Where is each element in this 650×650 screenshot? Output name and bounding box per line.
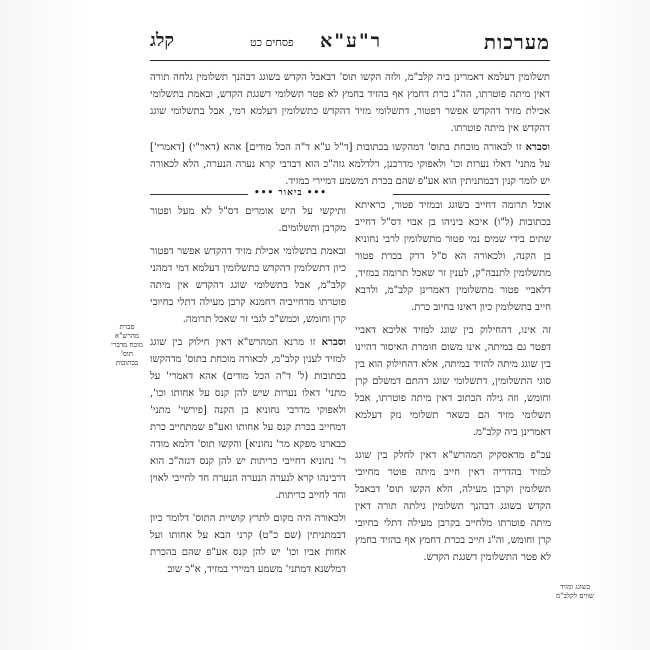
main-paragraph-2-lead: וסברא — [525, 142, 550, 153]
commentary-column-right — [355, 197, 551, 572]
right-paragraph-1: אוכל תרומה דחייב בשוגג ובמזיד פטור, כראיתא בכתובות (ל"ו) איכא ביניהו בן אבוי דס"ל דחייב שתים בידי שמים נמי פטור מתשלומין לרבי נחוניא בן הקנה, ולכאורה הא ס"ל דרק בכרת פטור מתשלומין לתנבה"ק, לענין זר שאכל תרומה במזיד, דלאביי פטור מתשלומין דאמרינן קלב"מ, ולרבא חייב בתשלומין כיון דאינו בחיוב כרת. — [355, 200, 551, 313]
divider-label: ••• ביאור ••• — [254, 188, 327, 198]
main-paragraph-1: תשלומין דעלמא דאמרינן ביה קלב"מ, ולזה הקשו תוס' דבאבל הקדש בשוגג דבהנך תשלומין גלחה תורה דאין מיתה פוטרתו, הה"נ כרת דחמץ אף בהזיד בחמץ לא פטר תשלומי דשגגת הקדש, ובאמת בתשלומי אכילת מזיד דהקדש אפשר דפטור, דתשלומי מזיד דהקדש כתשלומין דעלמא דמי, אבל בתשלומי שוגג דהקדש אין מיתה פוטרתו. — [150, 72, 550, 134]
main-paragraph-2-body: זו לכאורה מוכחת בתוס' דמהקשו בכתובות [ד"ל ע"א ד"ה הכל מודים] אהא (דאר"י) [דאמרי'] על מתני' דאלו נערות וכו' ולאפוקי מדרבנן, דלדלמא גזה"כ הוא דבדבי קרא נערה הנערה, הלא לכאורה יש לומר קנין דבמתניתין הוא אע"פ שהם בכרת דמשמע דמיירי במזיד. — [150, 142, 550, 187]
header-marechet: מערכות — [483, 30, 550, 54]
right-paragraph-2: זה אינו, דהחילוק בין שוגג למזיד אליבא דאביי דפטר גם במיתה, אינו משום חומרת האיסור דהיינו בין שוגג מיתה להזיד במיתה, אלא דהחילוק הוא בין סוגי התשלומין, דתשלומי שוגג דהתם דמשלם קרן וחומש, וזה גילה הכתוב דאין מיתה פוטרתו, אבל תשלומי מזיד הם כשאר תשלומי נזק דעלמא דאמרינן ביה קלב"מ. — [355, 325, 551, 438]
divider-rule-right — [393, 194, 550, 195]
left-paragraph-2: ובאמת בתשלומי אכילת מזיד דהקדש אפשר דפטור כיון דתשלומין דהקדש כתשלומין דעלמא דמי דמהני קלב"מ, אבל בתשלומי שוגג דהקדש אין מיתה פוטרתו מדחייביה רחמנא קרבן מעילה דתלי בחיובי קרן וחומש, וכמש"כ לגבי זר שאכל תרומה. — [150, 246, 346, 325]
margin-note-right: בשוגג ומזיד שווים לקלב"מ — [555, 583, 594, 600]
header-center-title: ר"ע"א — [320, 30, 383, 52]
main-text-block — [150, 69, 550, 192]
header-rule — [150, 60, 550, 61]
margin-note-left: סברת מהרש"א מוכח מדברי תוס' בכתובות — [111, 323, 143, 367]
right-paragraph-3: עכ"פ מדאסקיק המהרש"א דאין לחלק בין שוגג למזיד בהדריה דאין חייב מיתה פוטר מחיובי תשלומין וקרבן מעילה, הלא הקשו תוס' דבאבל הקדש בשוגג דבהנך תשלומין גילתה תורה דאין מיתה פוטרתו מלחייב בקרבן מעילה דתלי בחיובי קרן וחומש, וה"נ חייב בכרת דחמץ אף בהזיד בחמץ לא פטר התשלומין דשגגת הקדש. — [355, 450, 551, 563]
left-paragraph-3-lead: וסברא — [321, 337, 346, 348]
header-page-number: קלג — [150, 30, 174, 51]
left-paragraph-1: ותיקשי על היש אומרים דס"ל לא מעל ופטור מקרבן ותשלומים. — [150, 206, 346, 234]
header-pesachim-ref: פסחים כט — [250, 36, 294, 49]
main-paragraph-2 — [150, 139, 550, 190]
left-paragraph-4: ולכאורה היה מקום לתרץ קושיית התוס' דלומר כיון דבמתניתין (שם כ"ט) קרני הבא על אחותו ועל אחות אביו וכו' יש להן קנס אע"פ שהם בהכרת דמלשנא דמתני' משמע דמיירי במזיד, א"כ שוב — [150, 513, 346, 575]
left-paragraph-3-body: זו מרנא המהרש"א דאין חילוק בין שוגג למזיד לענין קלב"מ, לכאורה מוכחת בתוס' מדהקשו בכתובות (ל' ד"ה הכל מודים) אהא דאמרי' על מתני' דאלו נערות שיש להן קנס על אחותו וכו', ולאפוקי מדרבי נחוניא בן הקנה [פירשי' מתני' דמחייב בכרת קנס על אחותו ואע"פ שמתחייב כרת כבארנו מפקא מר' נחוניא] והקשו תוס' דלמא מודה ר' נחוניא דחייבי כריתות יש להן קנס דגזה"כ הוא דרבינהו קרא לנערה הנערה הנערה חד לחייבי לאוין וחד לחייב כריתות. — [150, 337, 346, 501]
divider-rule-left — [150, 194, 248, 195]
page-header — [150, 30, 550, 60]
left-paragraph-3 — [150, 334, 346, 504]
commentary-column-left — [150, 203, 346, 584]
